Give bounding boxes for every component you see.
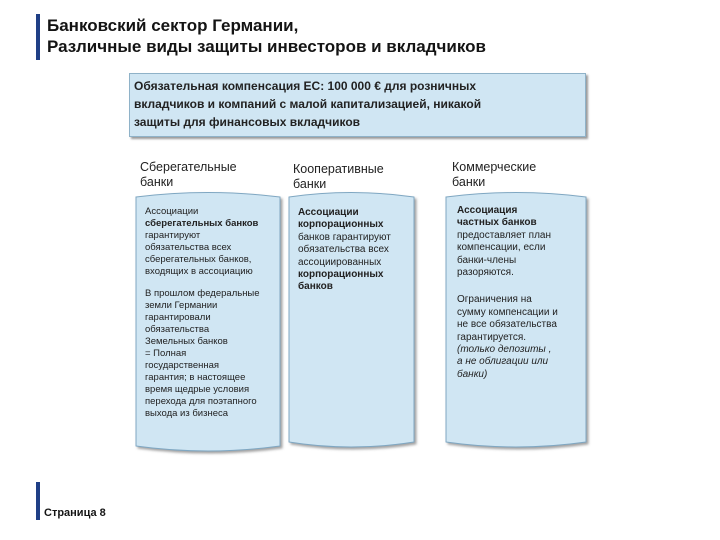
column-text-savings xyxy=(145,206,279,420)
commercial-text-line: предоставляет план xyxy=(457,229,551,241)
savings-text-line: Ассоциации xyxy=(145,206,199,217)
summary-line-2: вкладчиков и компаний с малой капитализацией, никакой xyxy=(134,97,482,111)
savings-text-line: перехода для поэтапного xyxy=(145,396,257,407)
column-label-savings-line1: Сберегательные xyxy=(140,160,237,174)
savings-text-line: обязательства всех xyxy=(145,242,232,253)
savings-text-line: время щедрые условия xyxy=(145,384,250,395)
commercial-text-line: а не облигации или xyxy=(457,356,549,368)
column-label-savings-line2: банки xyxy=(140,175,174,189)
savings-text-line: гарантируют xyxy=(145,230,201,241)
commercial-text-line: не все обязательства xyxy=(457,319,557,331)
savings-text-line: В прошлом федеральные xyxy=(145,288,260,299)
commercial-text-line: Ассоциация xyxy=(457,205,518,216)
column-text-commercial xyxy=(457,205,585,381)
savings-text-line: сберегательных банков, xyxy=(145,254,252,265)
cooperative-text-line: корпорационных xyxy=(298,269,384,281)
summary-line-1: Обязательная компенсация ЕС: 100 000 € для розничных xyxy=(134,79,477,93)
commercial-text-line: сумму компенсации и xyxy=(457,306,558,318)
commercial-text-line: (только депозиты , xyxy=(457,344,552,356)
cooperative-text-line: банков xyxy=(298,281,333,293)
cooperative-text-line: банков гарантируют xyxy=(298,231,391,243)
column-text-cooperative xyxy=(298,207,412,294)
commercial-text-line: гарантируется. xyxy=(457,331,527,343)
savings-text-line: обязательства xyxy=(145,324,210,335)
column-label-commercial-line1: Коммерческие xyxy=(452,160,537,174)
savings-text-line: гарантия; в настоящее xyxy=(145,372,246,383)
cooperative-text-line: обязательства всех xyxy=(298,244,389,256)
savings-text-line: входящих в ассоциацию xyxy=(145,266,253,277)
cooperative-text-line: корпорационных xyxy=(298,219,384,231)
savings-text-line: Земельных банков xyxy=(145,336,228,347)
footer-accent-bar xyxy=(36,482,40,520)
commercial-text-line: частных банков xyxy=(457,217,537,229)
commercial-text-line: банки-члены xyxy=(457,254,517,266)
cooperative-text-line: ассоциированных xyxy=(298,256,382,268)
column-label-commercial-line2: банки xyxy=(452,175,486,189)
column-label-cooperative-line1: Кооперативные xyxy=(293,162,384,176)
commercial-text-line: Ограничения на xyxy=(457,294,532,306)
column-label-cooperative-line2: банки xyxy=(293,177,327,191)
savings-text-line: = Полная xyxy=(145,348,187,359)
savings-text-line: гарантировали xyxy=(145,312,211,323)
page-number: Страница 8 xyxy=(44,507,106,519)
cooperative-text-line: Ассоциации xyxy=(298,207,359,218)
savings-text-line: сберегательных банков xyxy=(145,218,259,229)
commercial-text-line: компенсации, если xyxy=(457,242,546,254)
summary-line-3: защиты для финансовых вкладчиков xyxy=(134,115,361,129)
savings-text-line: земли Германии xyxy=(145,300,218,311)
title-line-2: Различные виды защиты инвесторов и вкладчиков xyxy=(47,37,486,56)
savings-text-line: государственная xyxy=(145,360,220,371)
commercial-text-line: разоряются. xyxy=(457,267,514,279)
savings-text-line: выхода из бизнеса xyxy=(145,408,229,419)
title-line-1: Банковский сектор Германии, xyxy=(47,16,299,35)
commercial-text-line: банки) xyxy=(457,368,488,380)
